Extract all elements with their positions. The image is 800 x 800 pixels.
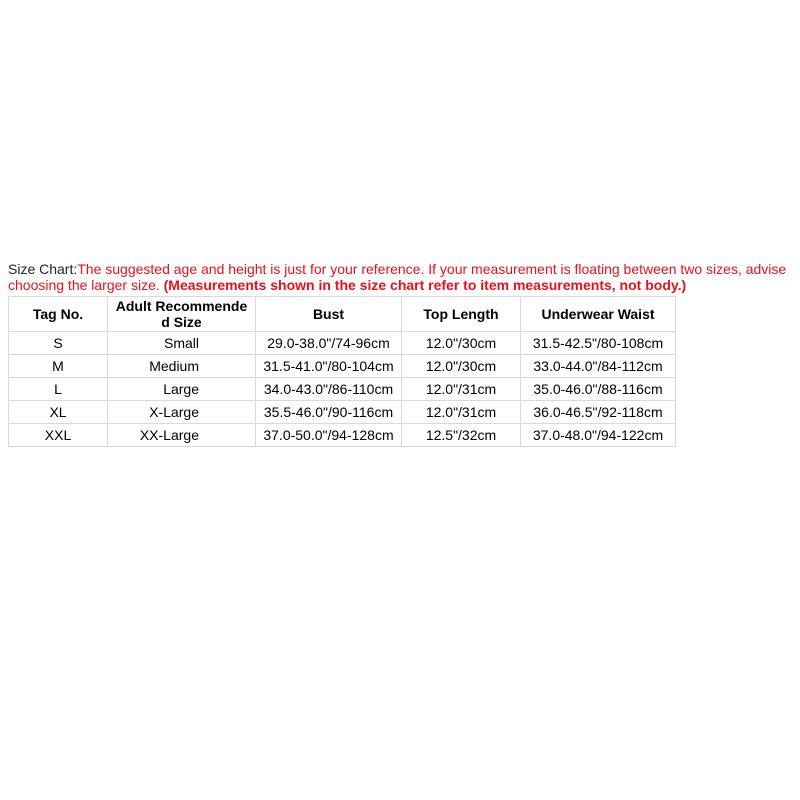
- cell-bust: 29.0-38.0"/74-96cm: [256, 332, 402, 355]
- cell-bust: 37.0-50.0"/94-128cm: [256, 424, 402, 447]
- table-row: [9, 424, 676, 447]
- size-chart-table: [8, 296, 676, 447]
- cell-top-length: 12.0"/31cm: [402, 401, 521, 424]
- cell-tag-no: XXL: [9, 424, 108, 447]
- cell-top-length: 12.0"/30cm: [402, 355, 521, 378]
- cell-underwear-waist: 35.0-46.0"/88-116cm: [521, 378, 676, 401]
- table-row: [9, 332, 676, 355]
- size-advice-note: The suggested age and height is just for your reference. If your measurement is floating between two sizes, advise choosing the larger size.: [8, 261, 787, 293]
- table-header-row: [9, 297, 676, 332]
- header-bust: Bust: [256, 297, 402, 332]
- cell-underwear-waist: 37.0-48.0"/94-122cm: [521, 424, 676, 447]
- cell-adult-size: Medium: [108, 355, 256, 378]
- cell-bust: 35.5-46.0"/90-116cm: [256, 401, 402, 424]
- table-row: [9, 355, 676, 378]
- cell-top-length: 12.0"/31cm: [402, 378, 521, 401]
- cell-adult-size: Large: [108, 378, 256, 401]
- cell-bust: 34.0-43.0"/86-110cm: [256, 378, 402, 401]
- header-top-length: Top Length: [402, 297, 521, 332]
- header-underwear-waist: Underwear Waist: [521, 297, 676, 332]
- cell-tag-no: XL: [9, 401, 108, 424]
- cell-top-length: 12.0"/30cm: [402, 332, 521, 355]
- cell-tag-no: S: [9, 332, 108, 355]
- cell-adult-size: XX-Large: [108, 424, 256, 447]
- cell-underwear-waist: 33.0-44.0"/84-112cm: [521, 355, 676, 378]
- cell-tag-no: M: [9, 355, 108, 378]
- cell-adult-size: Small: [108, 332, 256, 355]
- size-chart-intro: [8, 261, 794, 293]
- cell-tag-no: L: [9, 378, 108, 401]
- measurement-disclaimer: (Measurements shown in the size chart refer to item measurements, not body.): [163, 277, 687, 293]
- table-row: [9, 378, 676, 401]
- cell-underwear-waist: 36.0-46.5"/92-118cm: [521, 401, 676, 424]
- header-tag-no: Tag No.: [9, 297, 108, 332]
- size-chart-label: Size Chart:: [8, 261, 78, 277]
- header-adult-size: Adult Recommende d Size: [108, 297, 256, 332]
- cell-top-length: 12.5"/32cm: [402, 424, 521, 447]
- cell-bust: 31.5-41.0"/80-104cm: [256, 355, 402, 378]
- cell-underwear-waist: 31.5-42.5"/80-108cm: [521, 332, 676, 355]
- cell-adult-size: X-Large: [108, 401, 256, 424]
- table-row: [9, 401, 676, 424]
